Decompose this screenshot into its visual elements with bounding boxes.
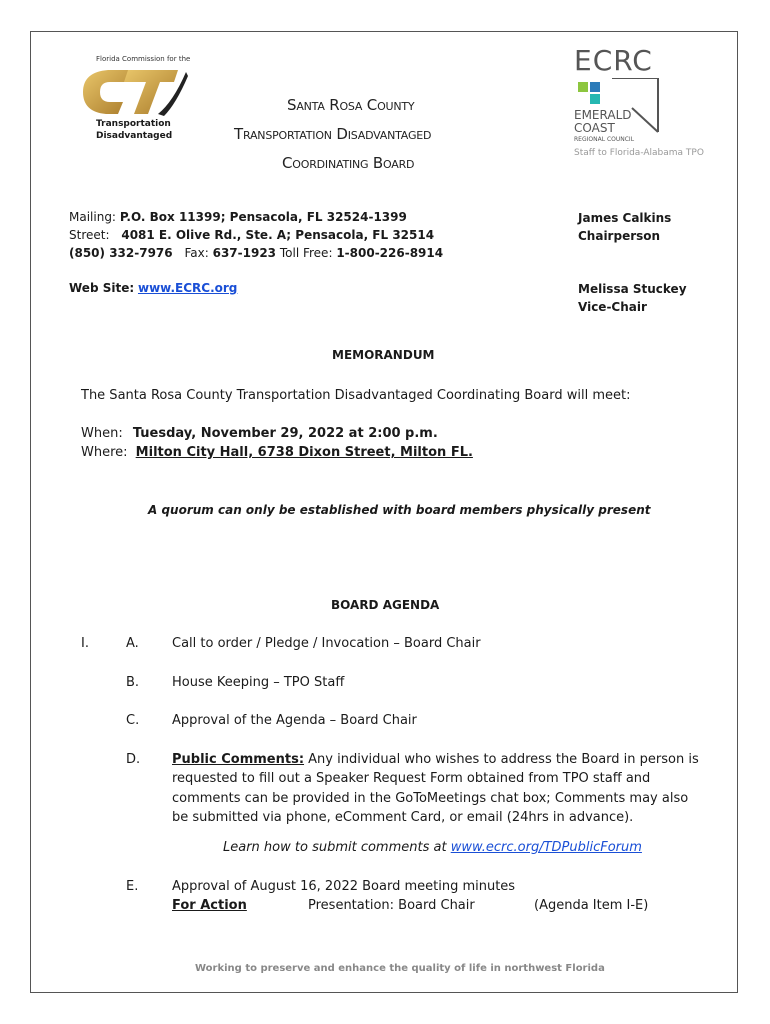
agenda-item-d-line4: be submitted via phone, eComment Card, or email (24hrs in advance). (172, 810, 634, 825)
agenda-item-d-line2: requested to fill out a Speaker Request Form obtained from TPO staff and (172, 771, 651, 786)
mailing-label: Mailing: (69, 210, 116, 224)
ctd-commission-text: Florida Commission for the (96, 55, 191, 63)
where-line (81, 445, 473, 460)
agenda-item-e-text: Approval of August 16, 2022 Board meeting minutes (172, 879, 516, 894)
ecrc-logo (574, 44, 724, 164)
agenda-item-b-text: House Keeping – TPO Staff (172, 675, 345, 690)
ctd-logo (78, 52, 190, 147)
fax-label: Fax: (184, 246, 209, 260)
meeting-when: Tuesday, November 29, 2022 at 2:00 p.m. (132, 426, 438, 441)
website-link[interactable]: www.ECRC.org (137, 281, 238, 295)
where-label: Where: (81, 445, 128, 460)
agenda-item-a-letter: A. (126, 636, 139, 651)
agenda-item-b-letter: B. (126, 675, 140, 690)
tollfree-number: 1-800-226-8914 (336, 246, 444, 260)
when-line (81, 426, 438, 441)
agenda-item-a-text: Call to order / Pledge / Invocation – Board Chair (172, 636, 481, 651)
title-line1: Santa Rosa County (287, 96, 415, 114)
when-label: When: (81, 426, 123, 441)
ecrc-name: ECRC (574, 44, 653, 77)
ctd-line1: Transportation (96, 119, 171, 129)
public-comments-text1: Any individual who wishes to address the Board in person is (304, 752, 699, 767)
chair-name: James Calkins (578, 211, 672, 225)
agenda-heading: BOARD AGENDA (331, 598, 440, 612)
fax-number: 637-1923 (212, 246, 277, 260)
ecrc-line2: COAST (574, 121, 615, 135)
agenda-item-e-letter: E. (126, 879, 139, 894)
website-label: Web Site: (69, 281, 135, 295)
vice-name: Melissa Stuckey (578, 282, 687, 296)
mailing-line (69, 209, 407, 226)
learn-line (223, 840, 642, 855)
agenda-item-e-ref: (Agenda Item I-E) (534, 898, 649, 913)
title-line3: Coordinating Board (282, 154, 415, 172)
title-line2: Transportation Disadvantaged (234, 125, 432, 143)
website-line (69, 280, 237, 297)
public-forum-link[interactable]: www.ecrc.org/TDPublicForum (450, 840, 642, 855)
learn-text: Learn how to submit comments at (223, 840, 451, 855)
agenda-item-e-action: For Action (172, 898, 247, 913)
street-line (69, 227, 434, 244)
street-address: 4081 E. Olive Rd., Ste. A; Pensacola, FL 32514 (121, 228, 435, 242)
agenda-item-d-letter: D. (126, 752, 141, 767)
ecrc-line1: EMERALD (574, 108, 632, 122)
footer-tagline: Working to preserve and enhance the quality of life in northwest Florida (195, 963, 605, 974)
mailing-address: P.O. Box 11399; Pensacola, FL 32524-1399 (119, 210, 407, 224)
agenda-section-number: I. (81, 636, 89, 651)
ecrc-staff: Staff to Florida-Alabama TPO (574, 148, 704, 158)
vice-title: Vice-Chair (578, 300, 647, 314)
agenda-item-c-letter: C. (126, 713, 140, 728)
agenda-item-d-line3: comments can be provided in the GoToMeetings chat box; Comments may also (172, 791, 689, 806)
ctd-line2: Disadvantaged (96, 131, 173, 141)
meeting-where: Milton City Hall, 6738 Dixon Street, Milton FL. (135, 445, 473, 460)
agenda-item-d-line1 (172, 752, 699, 767)
memo-intro: The Santa Rosa County Transportation Disadvantaged Coordinating Board will meet: (81, 388, 631, 403)
agenda-item-c-text: Approval of the Agenda – Board Chair (172, 713, 417, 728)
phone-number: (850) 332-7976 (69, 246, 173, 260)
phone-line (69, 245, 443, 262)
ecrc-line3: REGIONAL COUNCIL (574, 136, 635, 143)
agenda-item-e-presentation: Presentation: Board Chair (308, 898, 475, 913)
tollfree-label: Toll Free: (279, 246, 333, 260)
chair-title: Chairperson (578, 229, 661, 243)
street-label: Street: (69, 228, 110, 242)
memo-heading: MEMORANDUM (332, 348, 435, 362)
quorum-note: A quorum can only be established with board members physically present (148, 503, 651, 517)
public-comments-label: Public Comments: (172, 752, 305, 767)
ctd-mark-icon (78, 62, 190, 122)
